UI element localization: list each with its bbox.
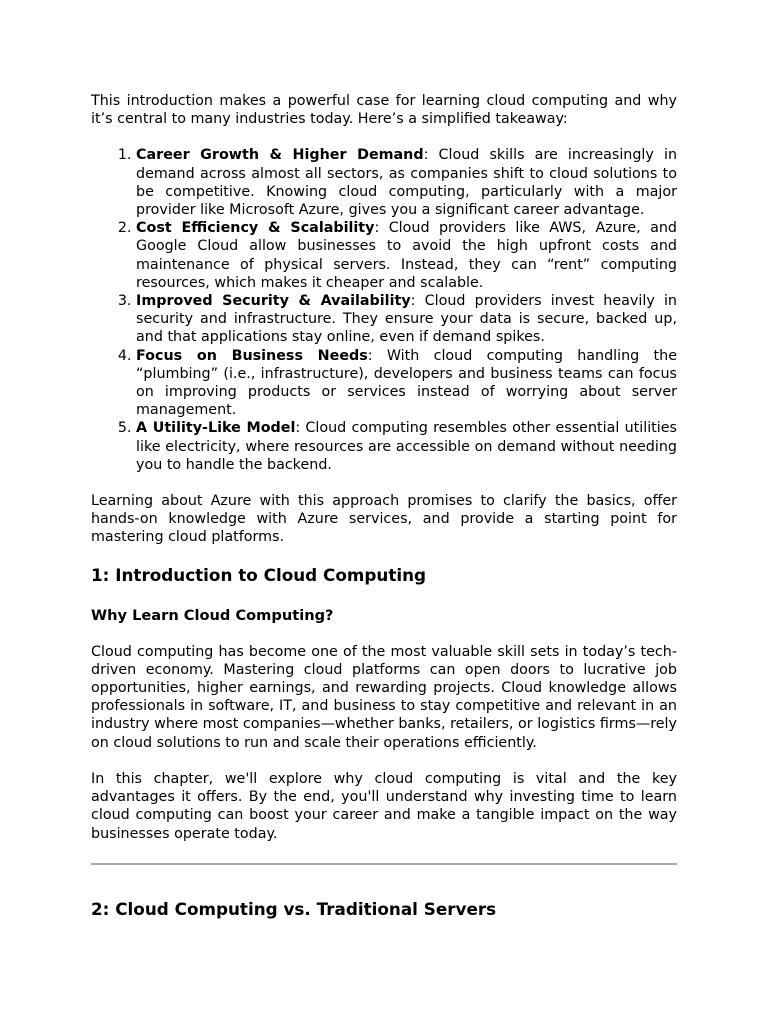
list-item-text: : Cloud providers like AWS, Azure, and Google Cloud allow businesses to avoid the high upfront costs and maintenance of physical servers. Instead, they can “rent” computing resources, which makes it cheaper and scalable. (136, 220, 677, 291)
list-item-title: Cost Efficiency & Scalability (136, 220, 375, 237)
list-item-text: : Cloud computing resembles other essential utilities like electricity, where resources are accessible on demand without needing you to handle the backend. (136, 420, 677, 473)
list-item-title: A Utility-Like Model (136, 420, 296, 437)
summary-paragraph: Learning about Azure with this approach promises to clarify the basics, offer hands-on knowledge with Azure services, and provide a starting point for mastering cloud platforms. (91, 493, 677, 546)
list-item-title: Focus on Business Needs (136, 347, 368, 364)
takeaways-list (91, 146, 677, 474)
chapter-1-paragraph-1: Cloud computing has become one of the most valuable skill sets in today’s tech-driven economy. Mastering cloud platforms can open doors to lucrative job opportunities, higher earnings, and rewarding projects. Cloud knowledge allows professionals in software, IT, and business to stay competitive and relevant in an industry where most companies—whether banks, retailers, or logistics firms—rely on cloud solutions to run and scale their operations efficiently. (91, 643, 677, 751)
list-item-text: : Cloud skills are increasingly in demand across almost all sectors, as companies shift to cloud solutions to be competitive. Knowing cloud computing, particularly with a major provider like Microsoft Azure, gives you a significant career advantage. (136, 147, 677, 219)
document-page (91, 92, 677, 941)
intro-paragraph: This introduction makes a powerful case for learning cloud computing and why it’s central to many industries today. Here’s a simplified takeaway: (91, 93, 677, 128)
list-item (136, 219, 677, 292)
chapter-1-heading: 1: Introduction to Cloud Computing (91, 564, 427, 585)
chapter-1-paragraph-2: In this chapter, we'll explore why cloud computing is vital and the key advantages it offers. By the end, you'll understand why investing time to learn cloud computing can boost your career and make a tangible impact on the way businesses operate today. (91, 770, 677, 842)
section-divider (91, 863, 677, 865)
chapter-1-subheading: Why Learn Cloud Computing? (91, 606, 334, 624)
list-item (136, 419, 677, 474)
list-item (136, 292, 677, 347)
chapter-2-heading: 2: Cloud Computing vs. Traditional Servers (91, 898, 497, 919)
list-item (136, 347, 677, 420)
list-item-text: : Cloud providers invest heavily in security and infrastructure. They ensure your data is secure, backed up, and that applications stay online, even if demand spikes. (136, 293, 677, 346)
list-item-title: Career Growth & Higher Demand (136, 147, 424, 164)
list-item (136, 146, 677, 219)
list-item-title: Improved Security & Availability (136, 293, 411, 310)
list-item-text: : With cloud computing handling the “plumbing” (i.e., infrastructure), developers and business teams can focus on improving products or services instead of worrying about server management. (136, 347, 677, 419)
